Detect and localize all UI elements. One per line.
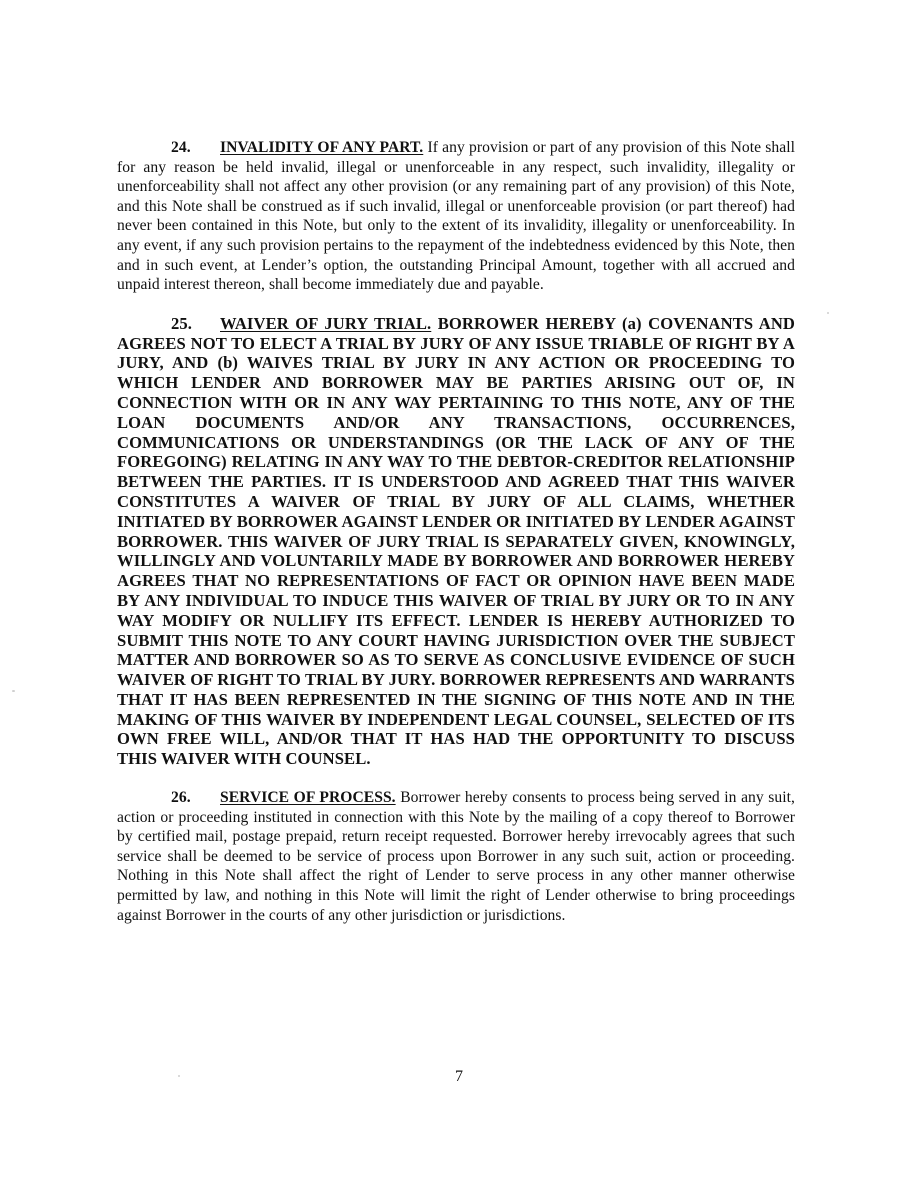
section-body: If any provision or part of any provision of this Note shall for any reason be held invalid, illegal or unenforceable in any respect, such invalidity, illegality or unenforceability shall not affect any other provision (or any remaining part of any provision) of this Note, and this Note shall be construed as if such invalid, illegal or unenforceable provision (or part thereof) had never been contained in this Note, but only to the extent of its invalidity, illegality or unenforceability. In any event, if any such provision pertains to the repayment of the indebtedness evidenced by this Note, then and in such event, at Lender’s option, the outstanding Principal Amount, together with all accrued and unpaid interest thereon, shall become immediately due and payable. xyxy=(117,139,795,294)
section-heading: WAIVER OF JURY TRIAL. xyxy=(220,313,432,333)
section-25-jury-waiver xyxy=(117,314,795,769)
section-heading: SERVICE OF PROCESS. xyxy=(220,789,396,807)
section-24-invalidity xyxy=(117,138,795,295)
scan-speck xyxy=(12,690,15,692)
section-body: Borrower hereby consents to process being served in any suit, action or proceeding instituted in connection with this Note by the mailing of a copy thereof to Borrower by certified mail, postage prepaid, return receipt requested. Borrower hereby irrevocably agrees that such service shall be deemed to be service of process upon Borrower in any such suit, action or proceeding. Nothing in this Note shall affect the right of Lender to serve process in any other manner otherwise permitted by law, and nothing in this Note will limit the right of Lender otherwise to bring proceedings against Borrower in the courts of any other jurisdiction or jurisdictions. xyxy=(117,789,795,924)
section-body: BORROWER HEREBY (a) COVENANTS AND AGREES NOT TO ELECT A TRIAL BY JURY OF ANY ISSUE TRIABLE OF RIGHT BY A JURY, AND (b) WAIVES TRIAL BY JURY IN ANY ACTION OR PROCEEDING TO WHICH LENDER AND BORROWER MAY BE PARTIES ARISING OUT OF, IN CONNECTION WITH OR IN ANY WAY PERTAINING TO THIS NOTE, ANY OF THE LOAN DOCUMENTS AND/OR ANY TRANSACTIONS, OCCURRENCES, COMMUNICATIONS OR UNDERSTANDINGS (OR THE LACK OF ANY OF THE FOREGOING) RELATING IN ANY WAY TO THE DEBTOR-CREDITOR RELATIONSHIP BETWEEN THE PARTIES. IT IS UNDERSTOOD AND AGREED THAT THIS WAIVER CONSTITUTES A WAIVER OF TRIAL BY JURY OF ALL CLAIMS, WHETHER INITIATED BY BORROWER AGAINST LENDER OR INITIATED BY LENDER AGAINST BORROWER. THIS WAIVER OF JURY TRIAL IS SEPARATELY GIVEN, KNOWINGLY, WILLINGLY AND VOLUNTARILY MADE BY BORROWER AND BORROWER HEREBY AGREES THAT NO REPRESENTATIONS OF FACT OR OPINION HAVE BEEN MADE BY ANY INDIVIDUAL TO INDUCE THIS WAIVER OF TRIAL BY JURY OR TO IN ANY WAY MODIFY OR NULLIFY ITS EFFECT. LENDER IS HEREBY AUTHORIZED TO SUBMIT THIS NOTE TO ANY COURT HAVING JURISDICTION OVER THE SUBJECT MATTER AND BORROWER SO AS TO SERVE AS CONCLUSIVE EVIDENCE OF SUCH WAIVER OF RIGHT TO TRIAL BY JURY. BORROWER REPRESENTS AND WARRANTS THAT IT HAS BEEN REPRESENTED IN THE SIGNING OF THIS NOTE AND IN THE MAKING OF THIS WAIVER BY INDEPENDENT LEGAL COUNSEL, SELECTED OF ITS OWN FREE WILL, AND/OR THAT IT HAS HAD THE OPPORTUNITY TO DISCUSS THIS WAIVER WITH COUNSEL. xyxy=(117,313,795,769)
scan-speck xyxy=(827,312,829,314)
section-26-service-of-process xyxy=(117,788,795,925)
section-heading: INVALIDITY OF ANY PART. xyxy=(220,139,424,156)
scan-speck xyxy=(178,1075,180,1077)
section-number: 24. xyxy=(171,139,191,156)
section-number: 25. xyxy=(171,313,193,333)
document-page xyxy=(117,138,795,925)
section-number: 26. xyxy=(171,789,191,807)
page-number: 7 xyxy=(455,1068,463,1085)
